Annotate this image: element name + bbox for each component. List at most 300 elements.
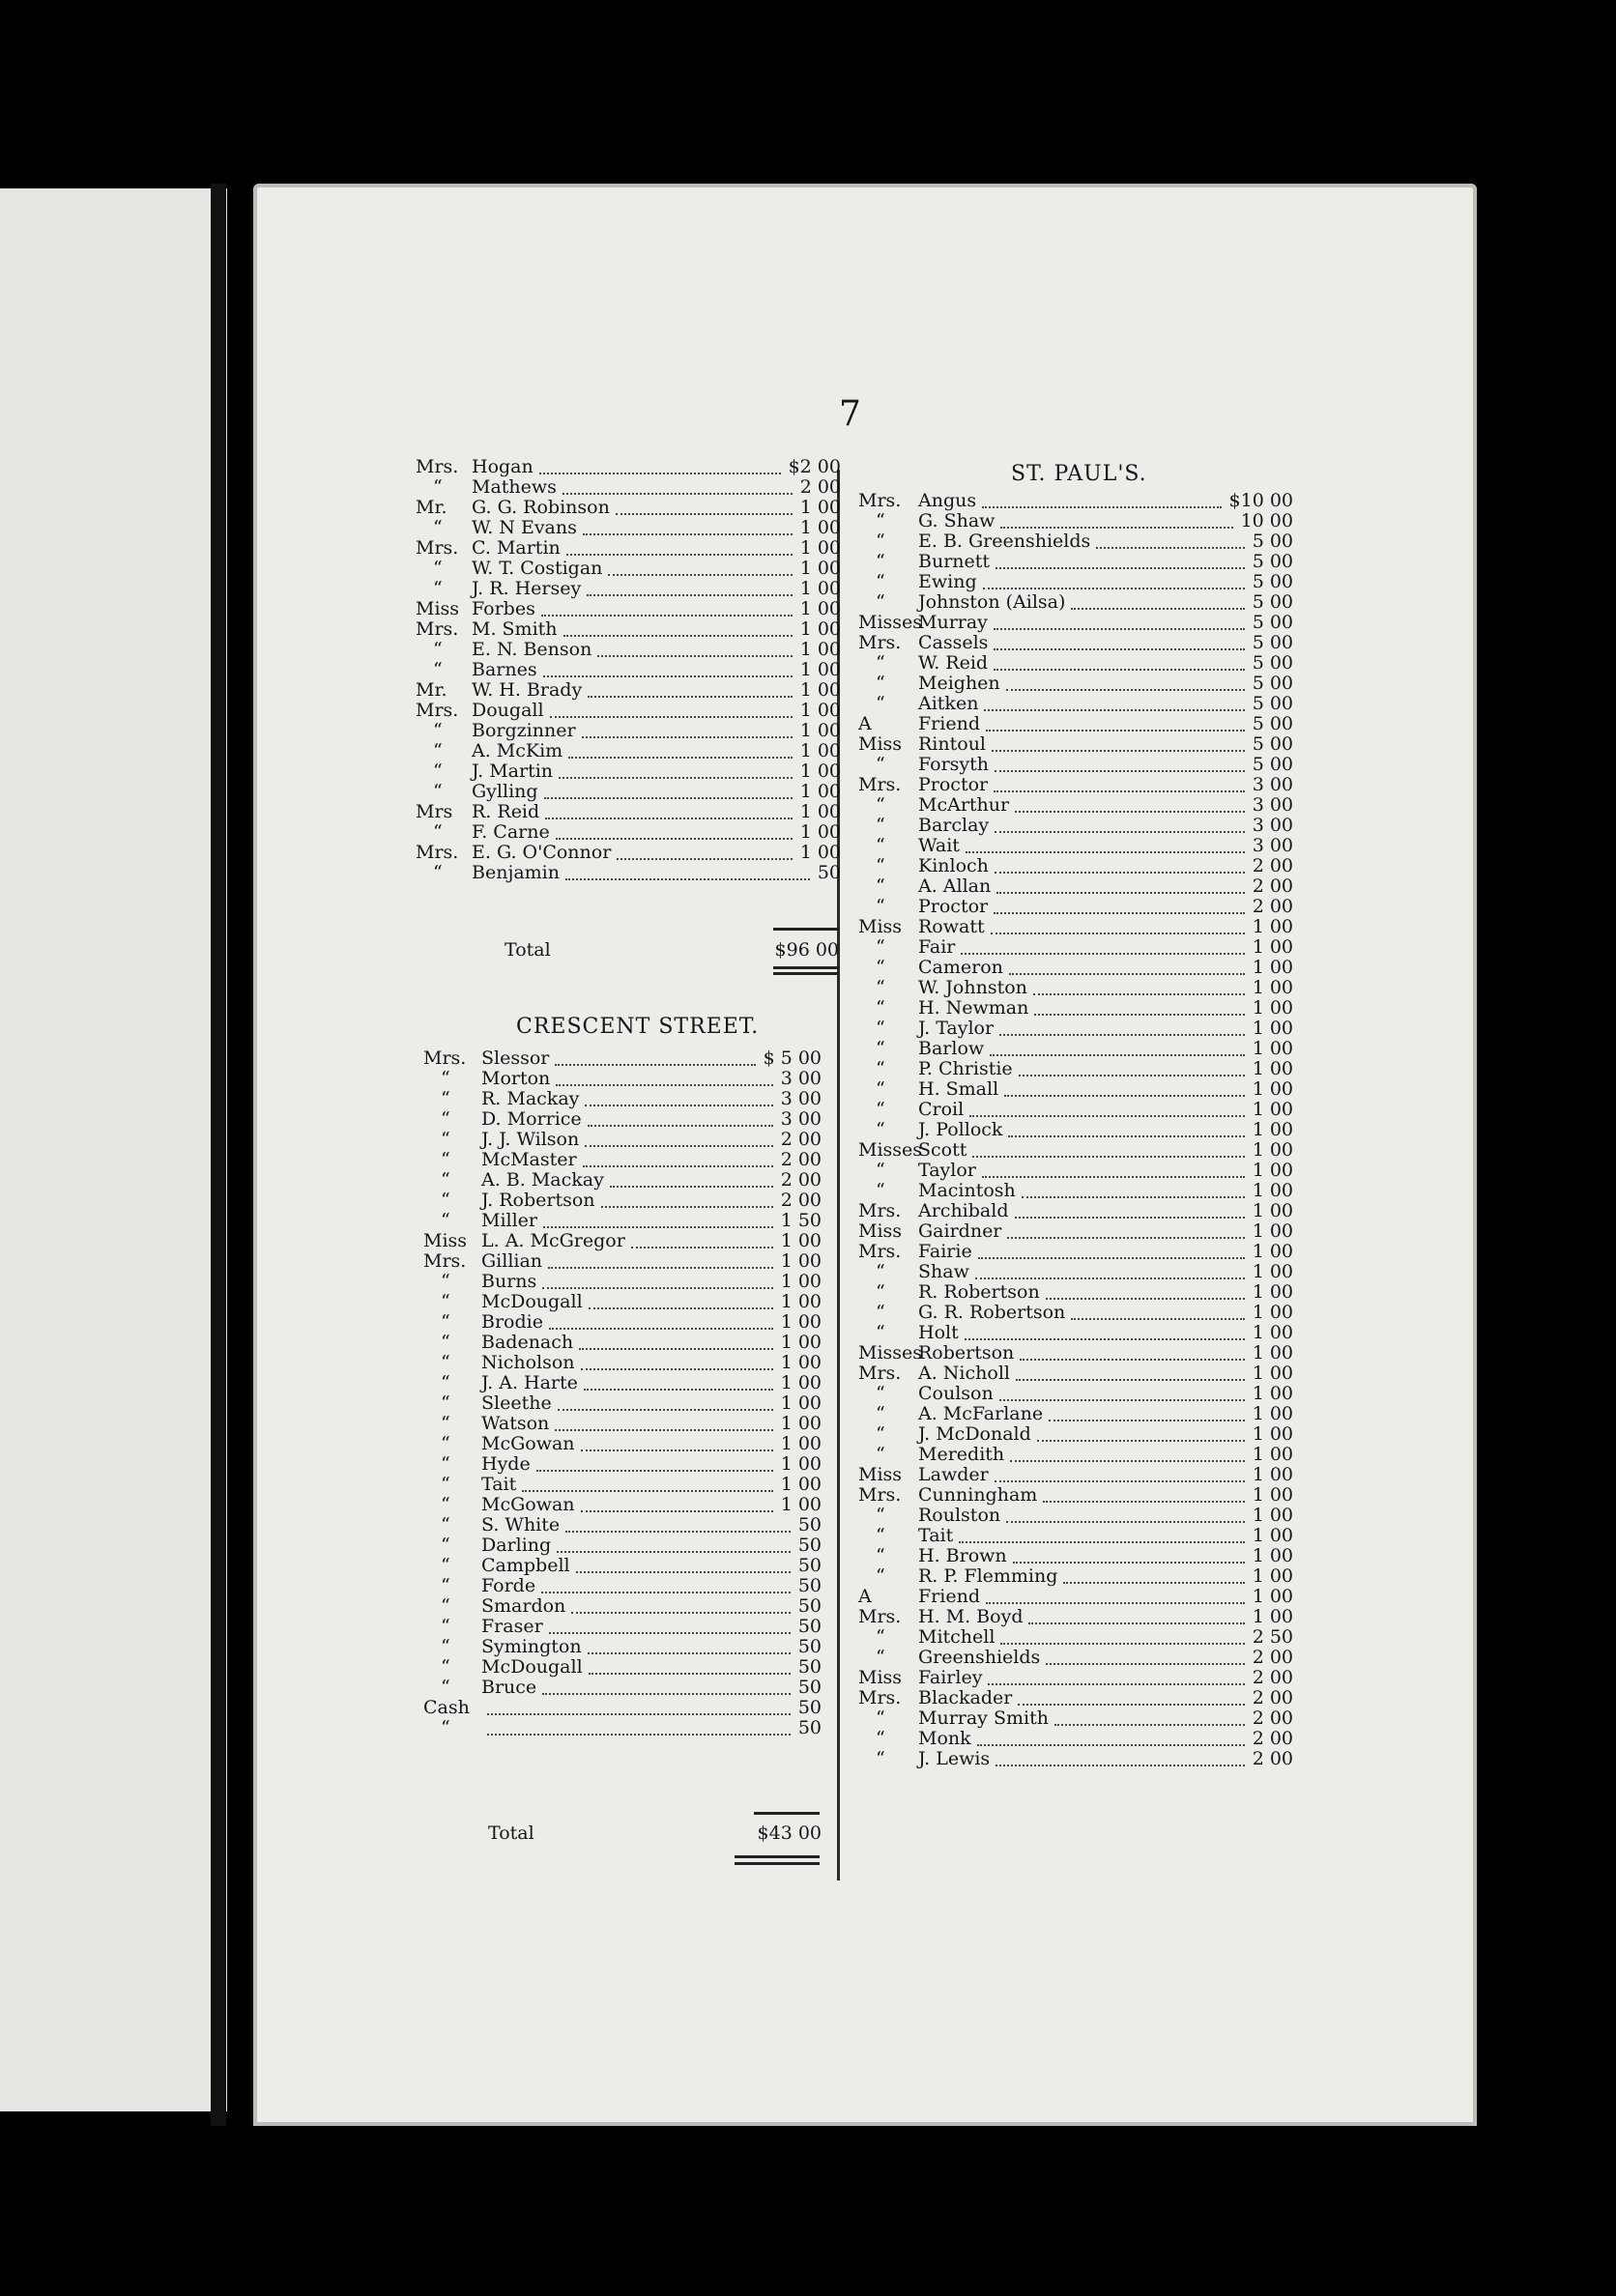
entry-amount: 1 00 bbox=[799, 761, 841, 782]
entry-title: “ bbox=[876, 531, 885, 552]
entry-title: “ bbox=[876, 591, 885, 613]
total-value: $43 00 bbox=[757, 1822, 822, 1844]
entry-amount: 1 00 bbox=[799, 598, 841, 619]
dot-leader bbox=[978, 1237, 1245, 1259]
entry-title: “ bbox=[441, 1677, 450, 1698]
dot-leader bbox=[555, 1044, 756, 1066]
dot-leader bbox=[542, 1267, 773, 1289]
entry-amount: 1 00 bbox=[780, 1230, 822, 1251]
entry-title: Miss bbox=[858, 916, 903, 937]
dot-leader bbox=[1020, 1338, 1245, 1361]
entry-name: W. T. Costigan bbox=[472, 558, 603, 579]
entry-amount: 1 00 bbox=[799, 821, 841, 843]
dot-leader bbox=[522, 1470, 773, 1492]
dot-leader bbox=[1009, 953, 1245, 975]
entry-title: “ bbox=[441, 1392, 450, 1414]
entry-title: “ bbox=[876, 1078, 885, 1100]
dot-leader bbox=[1046, 1643, 1245, 1665]
ledger-entry bbox=[858, 1749, 1293, 1769]
entry-name: McDougall bbox=[481, 1656, 583, 1678]
entry-title: “ bbox=[433, 639, 443, 660]
dot-leader bbox=[589, 1652, 791, 1675]
entry-name: Taylor bbox=[918, 1160, 976, 1181]
entry-name: Fair bbox=[918, 936, 956, 958]
entry-name: J. McDonald bbox=[918, 1423, 1031, 1445]
entry-name: Johnston (Ailsa) bbox=[918, 591, 1066, 613]
entry-amount: 1 00 bbox=[780, 1392, 822, 1414]
dot-leader bbox=[1007, 1217, 1245, 1239]
entry-name: A. Allan bbox=[918, 875, 992, 897]
dot-leader bbox=[487, 1713, 791, 1736]
entry-name: Holt bbox=[918, 1322, 959, 1343]
entry-title: “ bbox=[433, 476, 443, 498]
entry-amount: 1 00 bbox=[1252, 1160, 1293, 1181]
dot-leader bbox=[588, 1105, 773, 1127]
entry-title: Mrs. bbox=[858, 774, 902, 795]
entry-title: Mrs. bbox=[858, 490, 902, 511]
entry-title: “ bbox=[433, 578, 443, 599]
dot-leader bbox=[556, 818, 793, 840]
entry-name: J. Martin bbox=[472, 761, 554, 782]
dot-leader bbox=[543, 655, 793, 677]
entry-title: “ bbox=[876, 1748, 885, 1769]
entry-name: W. Reid bbox=[918, 652, 989, 674]
entry-name: P. Christie bbox=[918, 1058, 1013, 1079]
dot-leader bbox=[568, 736, 793, 759]
entry-name: Morton bbox=[481, 1068, 551, 1089]
dot-leader bbox=[563, 473, 793, 495]
entry-title: “ bbox=[441, 1311, 450, 1333]
entry-amount: $10 00 bbox=[1228, 490, 1293, 511]
dot-leader bbox=[961, 933, 1245, 955]
dot-leader bbox=[1096, 527, 1245, 549]
dot-leader bbox=[1054, 1704, 1245, 1726]
entry-title: “ bbox=[441, 1108, 450, 1130]
dot-leader bbox=[579, 1328, 773, 1350]
dot-leader bbox=[582, 716, 793, 738]
entry-title: Misses bbox=[858, 1139, 923, 1161]
entry-title: “ bbox=[876, 510, 885, 531]
entry-title: “ bbox=[433, 781, 443, 802]
entry-name: W. Johnston bbox=[918, 977, 1027, 998]
entry-name: J. Taylor bbox=[918, 1018, 995, 1039]
entry-amount: 2 00 bbox=[780, 1149, 822, 1170]
entry-amount: 1 00 bbox=[799, 497, 841, 518]
dot-leader bbox=[549, 1307, 773, 1330]
entry-title: Mrs bbox=[416, 801, 453, 822]
dot-leader bbox=[1015, 1196, 1245, 1219]
dot-leader bbox=[587, 574, 793, 596]
dot-leader bbox=[1018, 1683, 1245, 1706]
entry-name: Hyde bbox=[481, 1453, 531, 1475]
dot-leader bbox=[969, 1095, 1245, 1117]
entry-name: Gillian bbox=[481, 1250, 543, 1272]
entry-name: E. N. Benson bbox=[472, 639, 592, 660]
entry-amount: 1 50 bbox=[780, 1210, 822, 1231]
entry-title: “ bbox=[876, 1525, 885, 1546]
entry-title: “ bbox=[876, 1383, 885, 1404]
entry-title: “ bbox=[876, 652, 885, 674]
entry-amount: 50 bbox=[797, 1656, 822, 1678]
entry-amount: 2 00 bbox=[1252, 1748, 1293, 1769]
entry-amount: 2 00 bbox=[780, 1190, 822, 1211]
entry-name: H. Newman bbox=[918, 997, 1029, 1019]
entry-name: Benjamin bbox=[472, 862, 560, 883]
entry-title: “ bbox=[433, 761, 443, 782]
entry-amount: 5 00 bbox=[1252, 551, 1293, 572]
dot-leader bbox=[581, 1429, 773, 1451]
dot-leader bbox=[563, 615, 793, 637]
entry-amount: 1 00 bbox=[799, 517, 841, 538]
dot-leader bbox=[1000, 506, 1233, 529]
dot-leader bbox=[617, 838, 793, 860]
entry-title: Miss bbox=[858, 1464, 903, 1485]
entry-title: “ bbox=[876, 1505, 885, 1526]
st-pauls-heading: ST. PAUL'S. bbox=[1011, 462, 1147, 486]
entry-name: H. Small bbox=[918, 1078, 999, 1100]
entry-name: Roulston bbox=[918, 1505, 1001, 1526]
entry-title: “ bbox=[876, 1099, 885, 1120]
entry-title: Mrs. bbox=[858, 1200, 902, 1221]
dot-leader bbox=[1046, 1277, 1245, 1300]
crescent-street-list bbox=[423, 1048, 822, 1738]
dot-leader bbox=[995, 750, 1245, 772]
entry-amount: 50 bbox=[797, 1514, 822, 1535]
entry-title: “ bbox=[876, 997, 885, 1019]
entry-title: “ bbox=[876, 855, 885, 876]
entry-amount: 50 bbox=[797, 1697, 822, 1718]
entry-name: G. R. Robertson bbox=[918, 1302, 1066, 1323]
total-rule-bottom bbox=[735, 1855, 820, 1858]
entry-amount: 1 00 bbox=[780, 1474, 822, 1495]
entry-amount: 1 00 bbox=[780, 1250, 822, 1272]
entry-amount: 1 00 bbox=[1252, 1200, 1293, 1221]
dot-leader bbox=[1071, 588, 1245, 610]
dot-leader bbox=[544, 777, 793, 799]
entry-name: Kinloch bbox=[918, 855, 989, 876]
dot-leader bbox=[1034, 993, 1245, 1016]
entry-name: Burnett bbox=[918, 551, 991, 572]
entry-title: “ bbox=[876, 875, 885, 897]
entry-name: R. Robertson bbox=[918, 1281, 1040, 1303]
entry-name: D. Morrice bbox=[481, 1108, 582, 1130]
entry-amount: 3 00 bbox=[780, 1068, 822, 1089]
entry-amount: 5 00 bbox=[1252, 531, 1293, 552]
page-number: 7 bbox=[839, 394, 861, 434]
entry-amount: 2 00 bbox=[1252, 896, 1293, 917]
entry-title: “ bbox=[441, 1656, 450, 1678]
dot-leader bbox=[1006, 669, 1245, 691]
dot-leader bbox=[994, 648, 1245, 671]
entry-name: A. B. Mackay bbox=[481, 1169, 604, 1191]
entry-amount: 2 00 bbox=[1252, 1647, 1293, 1668]
entry-title: “ bbox=[441, 1555, 450, 1576]
entry-title: “ bbox=[876, 551, 885, 572]
entry-amount: 1 00 bbox=[1252, 1220, 1293, 1242]
entry-name: Brodie bbox=[481, 1311, 543, 1333]
dot-leader bbox=[995, 851, 1245, 874]
entry-name: Burns bbox=[481, 1271, 537, 1292]
entry-amount: 50 bbox=[797, 1595, 822, 1617]
dot-leader bbox=[988, 1663, 1245, 1685]
dot-leader bbox=[548, 1247, 773, 1269]
entry-amount: 1 00 bbox=[799, 700, 841, 721]
entry-amount: 1 00 bbox=[1252, 1464, 1293, 1485]
crescent-street-heading: CRESCENT STREET. bbox=[516, 1015, 760, 1039]
dot-leader bbox=[992, 730, 1245, 752]
dot-leader bbox=[566, 533, 793, 556]
entry-name: McGowan bbox=[481, 1494, 575, 1515]
dot-leader bbox=[994, 892, 1245, 914]
dot-leader bbox=[588, 1632, 791, 1654]
dot-leader bbox=[984, 689, 1245, 711]
entry-title: “ bbox=[441, 1616, 450, 1637]
entry-name: Friend bbox=[918, 713, 980, 734]
entry-name: Barnes bbox=[472, 659, 537, 680]
dot-leader bbox=[583, 513, 793, 535]
entry-amount: 1 00 bbox=[1252, 1119, 1293, 1140]
entry-amount: 3 00 bbox=[780, 1088, 822, 1109]
entry-amount: 5 00 bbox=[1252, 754, 1293, 775]
total-label: Total bbox=[505, 939, 551, 961]
entry-title: “ bbox=[876, 1444, 885, 1465]
entry-name: Gairdner bbox=[918, 1220, 1002, 1242]
left-page-fragment bbox=[0, 188, 227, 2111]
dot-leader bbox=[1033, 973, 1245, 995]
entry-amount: 1 00 bbox=[1252, 1241, 1293, 1262]
entry-name: Croil bbox=[918, 1099, 965, 1120]
entry-title: Mrs. bbox=[858, 632, 902, 653]
total-rule-bottom-2 bbox=[735, 1862, 820, 1865]
entry-title: “ bbox=[876, 1647, 885, 1668]
entry-title: “ bbox=[441, 1149, 450, 1170]
entry-title: A bbox=[858, 713, 872, 734]
dot-leader bbox=[589, 1287, 773, 1309]
entry-title: Mrs. bbox=[858, 1687, 902, 1708]
dot-leader bbox=[1010, 1440, 1245, 1462]
entry-title: Mrs. bbox=[858, 1606, 902, 1627]
entry-amount: 2 00 bbox=[1252, 1687, 1293, 1708]
entry-amount: 2 00 bbox=[1252, 1708, 1293, 1729]
entry-name: G. Shaw bbox=[918, 510, 996, 531]
entry-title: “ bbox=[441, 1372, 450, 1393]
entry-name: F. Carne bbox=[472, 821, 550, 843]
dot-leader bbox=[601, 1186, 773, 1208]
dot-leader bbox=[996, 1744, 1245, 1766]
dot-leader bbox=[999, 1379, 1245, 1401]
book-gutter bbox=[211, 184, 226, 2126]
entry-amount: 1 00 bbox=[799, 558, 841, 579]
entry-title: “ bbox=[876, 936, 885, 958]
dot-leader bbox=[995, 1460, 1245, 1482]
dot-leader bbox=[539, 452, 781, 474]
entry-name: Rowatt bbox=[918, 916, 985, 937]
dot-leader bbox=[994, 628, 1245, 650]
entry-amount: 1 00 bbox=[1252, 916, 1293, 937]
entry-title: “ bbox=[876, 977, 885, 998]
entry-title: “ bbox=[433, 720, 443, 741]
dot-leader bbox=[966, 831, 1245, 853]
entry-name: McDougall bbox=[481, 1291, 583, 1312]
entry-amount: 50 bbox=[797, 1636, 822, 1657]
entry-title: Mr. bbox=[416, 497, 447, 518]
dot-leader bbox=[1037, 1420, 1245, 1442]
entry-amount: 50 bbox=[817, 862, 841, 883]
entry-title: Miss bbox=[423, 1230, 468, 1251]
entry-amount: 3 00 bbox=[1252, 774, 1293, 795]
entry-name: A. McKim bbox=[472, 740, 563, 761]
dot-leader bbox=[983, 567, 1245, 589]
dot-leader bbox=[995, 811, 1245, 833]
entry-title: “ bbox=[876, 957, 885, 978]
entry-title: “ bbox=[876, 1403, 885, 1424]
entry-title: “ bbox=[433, 558, 443, 579]
entry-title: “ bbox=[876, 1708, 885, 1729]
entry-name: Shaw bbox=[918, 1261, 969, 1282]
entry-amount: 2 00 bbox=[1252, 1667, 1293, 1688]
entry-title: Mrs. bbox=[423, 1048, 467, 1069]
entry-name: Lawder bbox=[918, 1464, 989, 1485]
dot-leader bbox=[549, 1612, 791, 1634]
entry-name: H. Brown bbox=[918, 1545, 1007, 1566]
dot-leader bbox=[558, 1389, 773, 1411]
entry-amount: 1 00 bbox=[799, 781, 841, 802]
entry-amount: 2 00 bbox=[799, 476, 841, 498]
entry-name: Forde bbox=[481, 1575, 536, 1596]
entry-name: Murray bbox=[918, 612, 988, 633]
entry-title: “ bbox=[876, 835, 885, 856]
entry-title: “ bbox=[441, 1291, 450, 1312]
entry-name: Fairie bbox=[918, 1241, 972, 1262]
entry-amount: 1 00 bbox=[1252, 1281, 1293, 1303]
entry-amount: 1 00 bbox=[1252, 1099, 1293, 1120]
entry-amount: 1 00 bbox=[1252, 1525, 1293, 1546]
entry-amount: 1 00 bbox=[780, 1311, 822, 1333]
entry-title: “ bbox=[441, 1271, 450, 1292]
entry-name: Forsyth bbox=[918, 754, 990, 775]
entry-title: Mrs. bbox=[858, 1484, 902, 1506]
entry-amount: 1 00 bbox=[1252, 1606, 1293, 1627]
entry-title: “ bbox=[876, 754, 885, 775]
entry-amount: 1 00 bbox=[1252, 957, 1293, 978]
dot-leader bbox=[1049, 1399, 1245, 1421]
dot-leader bbox=[994, 770, 1245, 792]
entry-title: “ bbox=[433, 862, 443, 883]
entry-title: “ bbox=[441, 1190, 450, 1211]
entry-amount: 50 bbox=[797, 1535, 822, 1556]
dot-leader bbox=[986, 709, 1245, 732]
entry-amount: 50 bbox=[797, 1717, 822, 1738]
entry-title: “ bbox=[441, 1636, 450, 1657]
entry-title: “ bbox=[876, 794, 885, 816]
entry-title: “ bbox=[876, 1565, 885, 1587]
entry-name: W. H. Brady bbox=[472, 679, 583, 701]
entry-title: “ bbox=[876, 815, 885, 836]
entry-name: H. M. Boyd bbox=[918, 1606, 1024, 1627]
entry-title: “ bbox=[441, 1210, 450, 1231]
entry-amount: 1 00 bbox=[780, 1352, 822, 1373]
entry-title: Mrs. bbox=[858, 1363, 902, 1384]
total-rule-bottom-2 bbox=[773, 972, 839, 975]
entry-amount: 2 00 bbox=[780, 1129, 822, 1150]
entry-title: “ bbox=[441, 1514, 450, 1535]
entry-title: “ bbox=[441, 1129, 450, 1150]
dot-leader bbox=[585, 1084, 773, 1106]
entry-name: Watson bbox=[481, 1413, 550, 1434]
entry-name: McMaster bbox=[481, 1149, 577, 1170]
entry-amount: 5 00 bbox=[1252, 652, 1293, 674]
entry-name: Wait bbox=[918, 835, 960, 856]
entry-name: Coulson bbox=[918, 1383, 994, 1404]
dot-leader bbox=[610, 1165, 773, 1188]
dot-leader bbox=[608, 554, 793, 576]
entry-amount: 1 00 bbox=[1252, 1180, 1293, 1201]
entry-amount: 3 00 bbox=[1252, 815, 1293, 836]
entry-title: Mrs. bbox=[423, 1250, 467, 1272]
entry-amount: 1 00 bbox=[1252, 1403, 1293, 1424]
entry-amount: 1 00 bbox=[1252, 936, 1293, 958]
dot-leader bbox=[1071, 1298, 1245, 1320]
dot-leader bbox=[536, 1449, 773, 1472]
entry-name: Scott bbox=[918, 1139, 967, 1161]
entry-amount: 1 00 bbox=[780, 1413, 822, 1434]
entry-name: Barclay bbox=[918, 815, 990, 836]
entry-title: Mrs. bbox=[858, 1241, 902, 1262]
st-pauls-list bbox=[858, 491, 1293, 1769]
dot-leader bbox=[959, 1521, 1245, 1543]
entry-amount: 1 00 bbox=[799, 679, 841, 701]
entry-name: J. J. Wilson bbox=[481, 1129, 580, 1150]
entry-amount: 5 00 bbox=[1252, 612, 1293, 633]
dot-leader bbox=[996, 547, 1245, 569]
entry-name: Darling bbox=[481, 1535, 552, 1556]
entry-amount: 1 00 bbox=[799, 659, 841, 680]
entry-amount: 1 00 bbox=[1252, 1444, 1293, 1465]
entry-title: “ bbox=[876, 1180, 885, 1201]
dot-leader bbox=[1043, 1480, 1245, 1503]
dot-leader bbox=[999, 1014, 1245, 1036]
entry-amount: 1 00 bbox=[1252, 1018, 1293, 1039]
entry-name: Campbell bbox=[481, 1555, 570, 1576]
entry-title: “ bbox=[441, 1088, 450, 1109]
dot-leader bbox=[576, 1551, 791, 1573]
entry-amount: 1 00 bbox=[1252, 1484, 1293, 1506]
entry-title: Mrs. bbox=[416, 700, 459, 721]
entry-title: A bbox=[858, 1586, 872, 1607]
entry-name: Tait bbox=[481, 1474, 517, 1495]
entry-title: “ bbox=[441, 1494, 450, 1515]
entry-name: Bruce bbox=[481, 1677, 537, 1698]
dot-leader bbox=[990, 1034, 1245, 1056]
dot-leader bbox=[543, 1206, 773, 1228]
entry-title: “ bbox=[441, 1332, 450, 1353]
dot-leader bbox=[972, 1135, 1245, 1158]
entry-name: Mathews bbox=[472, 476, 557, 498]
entry-amount: 5 00 bbox=[1252, 673, 1293, 694]
entry-name: Monk bbox=[918, 1728, 971, 1749]
entry-amount: 2 00 bbox=[1252, 1728, 1293, 1749]
entry-amount: 1 00 bbox=[1252, 1586, 1293, 1607]
dot-leader bbox=[996, 872, 1245, 894]
dot-leader bbox=[994, 608, 1245, 630]
entry-title: Miss bbox=[858, 733, 903, 755]
entry-title: “ bbox=[441, 1535, 450, 1556]
entry-name: Robertson bbox=[918, 1342, 1015, 1363]
column-one-list bbox=[416, 457, 841, 883]
entry-name: G. G. Robinson bbox=[472, 497, 610, 518]
entry-name: J. Pollock bbox=[918, 1119, 1003, 1140]
total-value: $96 00 bbox=[774, 939, 839, 961]
